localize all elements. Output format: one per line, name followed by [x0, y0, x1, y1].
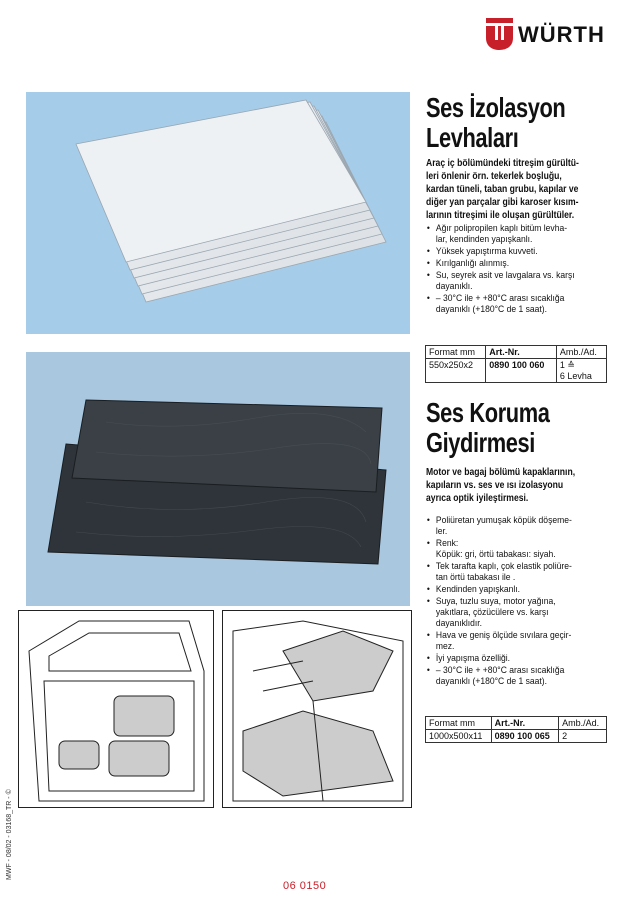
intro-line: kardan tüneli, taban grubu, kapılar ve — [426, 184, 579, 195]
feature-item — [426, 653, 572, 664]
feature-text: – 30°C ile + +80°C arası sıcaklığa — [435, 665, 565, 676]
feature-text: Tek tarafta kaplı, çok elastik poliüre- — [435, 561, 572, 572]
intro-line: Araç iç bölümündeki titreşim gürültü- — [426, 158, 579, 169]
section2-intro — [426, 466, 575, 505]
bullet-icon: • — [426, 270, 430, 281]
feature-text: – 30°C ile + +80°C arası sıcaklığa — [435, 293, 565, 304]
feature-item — [426, 596, 572, 629]
feature-text: dayanıklı (+180°C de 1 saat). — [435, 304, 547, 315]
amb-cell — [556, 359, 606, 383]
table-header-row — [426, 346, 607, 359]
feature-text: Ağır polipropilen kaplı bitüm levha- — [435, 223, 568, 234]
feature-item — [426, 630, 572, 652]
bullet-icon: • — [426, 561, 430, 572]
feature-text: Yüksek yapıştırma kuvveti. — [435, 246, 538, 257]
feature-item — [426, 270, 575, 292]
bullet-icon: • — [426, 538, 430, 549]
bullet-icon: • — [426, 246, 430, 257]
feature-item — [426, 293, 575, 315]
bullet-icon: • — [426, 223, 430, 234]
side-document-code: MWF - 08/02 - 03168_TR - © — [6, 789, 13, 880]
feature-text: mez. — [435, 641, 455, 652]
feature-text: Suya, tuzlu suya, motor yağına, — [435, 596, 556, 607]
feature-text: Su, seyrek asit ve lavgalara vs. karşı — [435, 270, 575, 281]
feature-text: Kendinden yapışkanlı. — [435, 584, 521, 595]
section1-intro — [426, 157, 579, 222]
intro-line: leri önlenir örn. tekerlek boşluğu, — [426, 171, 562, 182]
art-nr-cell: 0890 100 065 — [491, 730, 558, 743]
bullet-icon: • — [426, 630, 430, 641]
brand-name: WÜRTH — [518, 22, 605, 47]
intro-line: kapıların vs. ses ve ısı izolasyonu — [426, 480, 564, 491]
table-header-cell: Art.-Nr. — [486, 346, 557, 359]
amb-text: 6 Levha — [559, 371, 592, 381]
bullet-icon: • — [426, 653, 430, 664]
section2-title-line2: Giydirmesi — [426, 427, 535, 458]
section2-title-line1: Ses Koruma — [426, 397, 550, 428]
table-header-row — [426, 717, 607, 730]
feature-text: dayanıklıdır. — [435, 618, 483, 629]
bullet-icon: • — [426, 293, 430, 304]
feature-text: tan örtü tabakası ile . — [435, 572, 516, 583]
wurth-logo-mark-icon — [486, 18, 513, 50]
page-code: 06 0150 — [283, 880, 327, 892]
product-photo-foam-mats — [26, 352, 410, 606]
section1-title-line1: Ses İzolasyon — [426, 92, 566, 123]
table-row — [426, 730, 607, 743]
feature-item — [426, 538, 572, 560]
bullet-icon: • — [426, 258, 430, 269]
feature-item — [426, 665, 572, 687]
section1-title-line2: Levhaları — [426, 122, 519, 153]
feature-text: Köpük: gri, örtü tabakası: siyah. — [435, 549, 556, 560]
illustration-car-door — [18, 610, 214, 808]
feature-text: dayanıklı. — [435, 281, 473, 292]
intro-line: Motor ve bagaj bölümü kapaklarının, — [426, 467, 576, 478]
product-photo-insulation-sheets — [26, 92, 410, 334]
intro-line: ayrıca optik iyileştirmesi. — [426, 493, 529, 504]
feature-text: ler. — [435, 526, 448, 537]
feature-text: Hava ve geniş ölçüde sıvılara geçir- — [435, 630, 572, 641]
section2-feature-list — [426, 515, 572, 688]
section2-spec-table — [425, 716, 607, 743]
feature-item — [426, 561, 572, 583]
bullet-icon: • — [426, 596, 430, 607]
feature-item — [426, 223, 575, 245]
feature-text: yakıtlara, çözücülere vs. karşı — [435, 607, 549, 618]
wurth-logo — [486, 16, 614, 56]
feature-text: lar, kendinden yapışkanlı. — [435, 234, 533, 245]
feature-text: İyi yapışma özelliği. — [435, 653, 511, 664]
amb-text: 1 ≙ — [559, 360, 575, 370]
illustration-car-floor — [222, 610, 412, 808]
art-nr-cell: 0890 100 060 — [486, 359, 557, 383]
amb-cell: 2 — [559, 730, 607, 743]
feature-text: Renk: — [435, 538, 459, 549]
bullet-icon: • — [426, 584, 430, 595]
table-header-cell: Amb./Ad. — [556, 346, 606, 359]
table-header-cell: Format mm — [426, 717, 492, 730]
feature-text: dayanıklı (+180°C de 1 saat). — [435, 676, 547, 687]
feature-text: Kırılganlığı alınmış. — [435, 258, 510, 269]
feature-item — [426, 258, 575, 269]
table-header-cell: Art.-Nr. — [491, 717, 558, 730]
table-row — [426, 359, 607, 383]
bullet-icon: • — [426, 515, 430, 526]
feature-item — [426, 584, 572, 595]
feature-item — [426, 515, 572, 537]
section1-feature-list — [426, 223, 575, 316]
intro-line: diğer yan parçalar gibi karoser kısım- — [426, 197, 579, 208]
section1-spec-table — [425, 345, 607, 383]
feature-text: Poliüretan yumuşak köpük döşeme- — [435, 515, 572, 526]
intro-line: larının titreşimi ile oluşan gürültüler. — [426, 210, 575, 221]
feature-item — [426, 246, 575, 257]
table-header-cell: Amb./Ad. — [559, 717, 607, 730]
format-cell: 550x250x2 — [426, 359, 486, 383]
bullet-icon: • — [426, 665, 430, 676]
table-header-cell: Format mm — [426, 346, 486, 359]
format-cell: 1000x500x11 — [426, 730, 492, 743]
